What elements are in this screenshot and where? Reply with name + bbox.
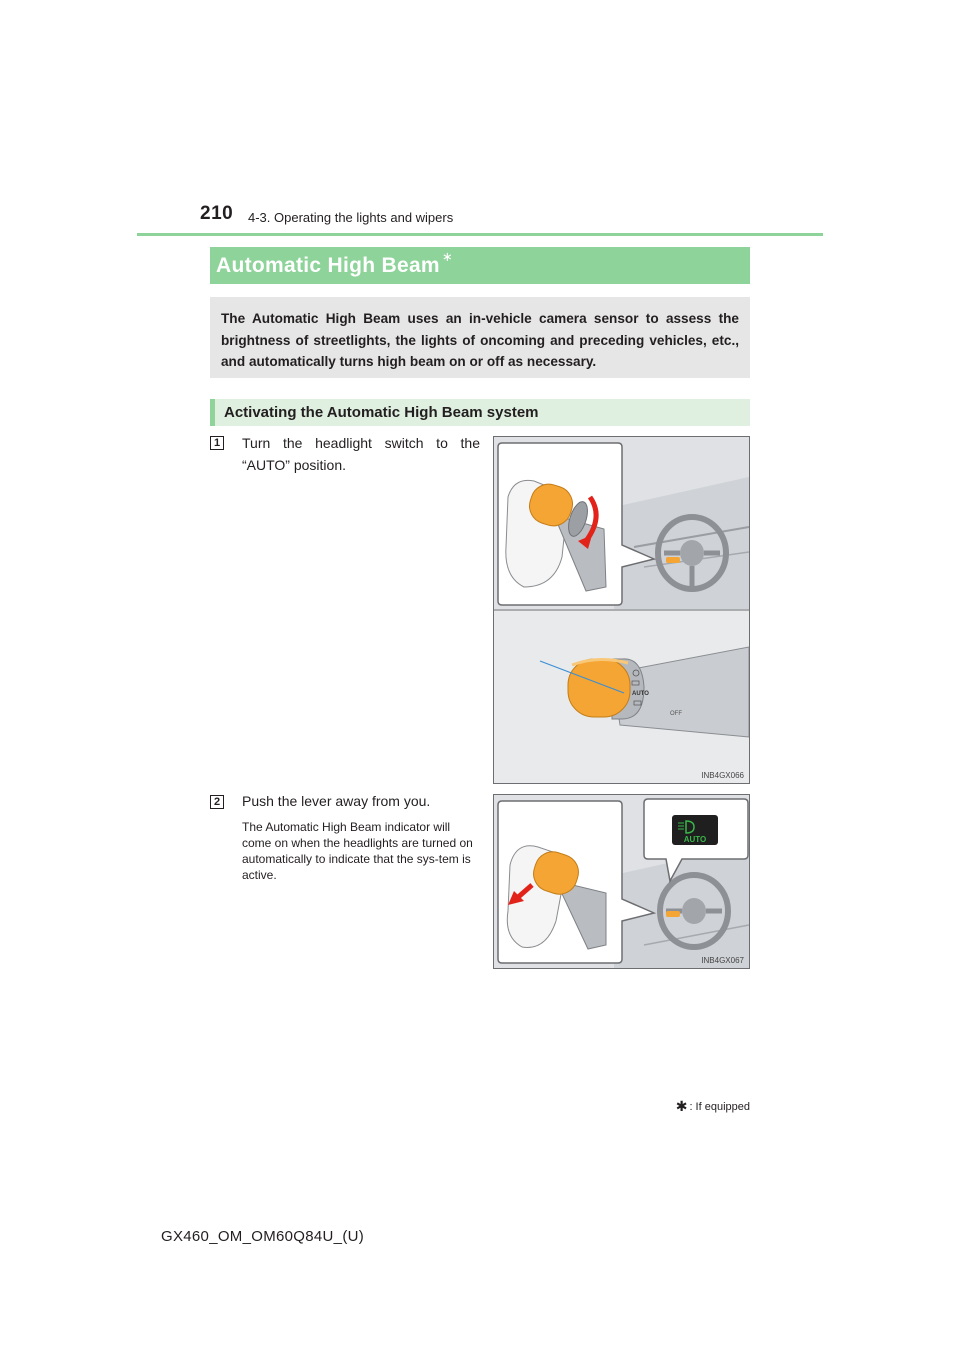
chapter-title: 4-3. Operating the lights and wipers — [248, 210, 454, 225]
figure-code-2: INB4GX067 — [701, 956, 744, 965]
figure-headlight-switch — [493, 436, 750, 784]
page-title: Automatic High Beam — [216, 253, 440, 277]
switch-label-auto: AUTO — [632, 691, 649, 697]
figure-code-1: INB4GX066 — [701, 771, 744, 780]
step-1-text: Turn the headlight switch to the “AUTO” position. — [242, 435, 480, 473]
footnote-text: : If equipped — [689, 1100, 750, 1113]
step-2-text: Push the lever away from you. — [242, 793, 431, 809]
step-number-2: 2 — [210, 795, 224, 809]
push-lever-illustration — [494, 795, 749, 968]
equipped-asterisk-icon: ∗ — [441, 248, 453, 264]
figure-push-lever — [493, 794, 750, 969]
auto-indicator-label: AUTO — [683, 835, 707, 844]
subsection-heading: Activating the Automatic High Beam system — [210, 399, 750, 426]
intro-text: The Automatic High Beam uses an in-vehicle camera sensor to assess the brightness of streetlights, the lights of oncoming and preceding vehicles, etc., and automatically turns high beam on or off as necessary. — [221, 311, 739, 369]
header-divider — [137, 233, 823, 236]
switch-label-off: OFF — [670, 711, 682, 717]
page-number: 210 — [200, 203, 234, 224]
asterisk-icon: ✱ — [675, 1098, 688, 1114]
headlight-switch-illustration — [494, 437, 749, 783]
step-number-1: 1 — [210, 436, 224, 450]
section-title-bar — [210, 247, 750, 284]
intro-box — [210, 297, 750, 378]
step-2-note: The Automatic High Beam indicator will come on when the headlights are turned on automatically to indicate that the sys-tem is active. — [242, 820, 473, 882]
manual-code: GX460_OM_OM60Q84U_(U) — [161, 1228, 365, 1245]
footnote — [676, 1098, 750, 1115]
